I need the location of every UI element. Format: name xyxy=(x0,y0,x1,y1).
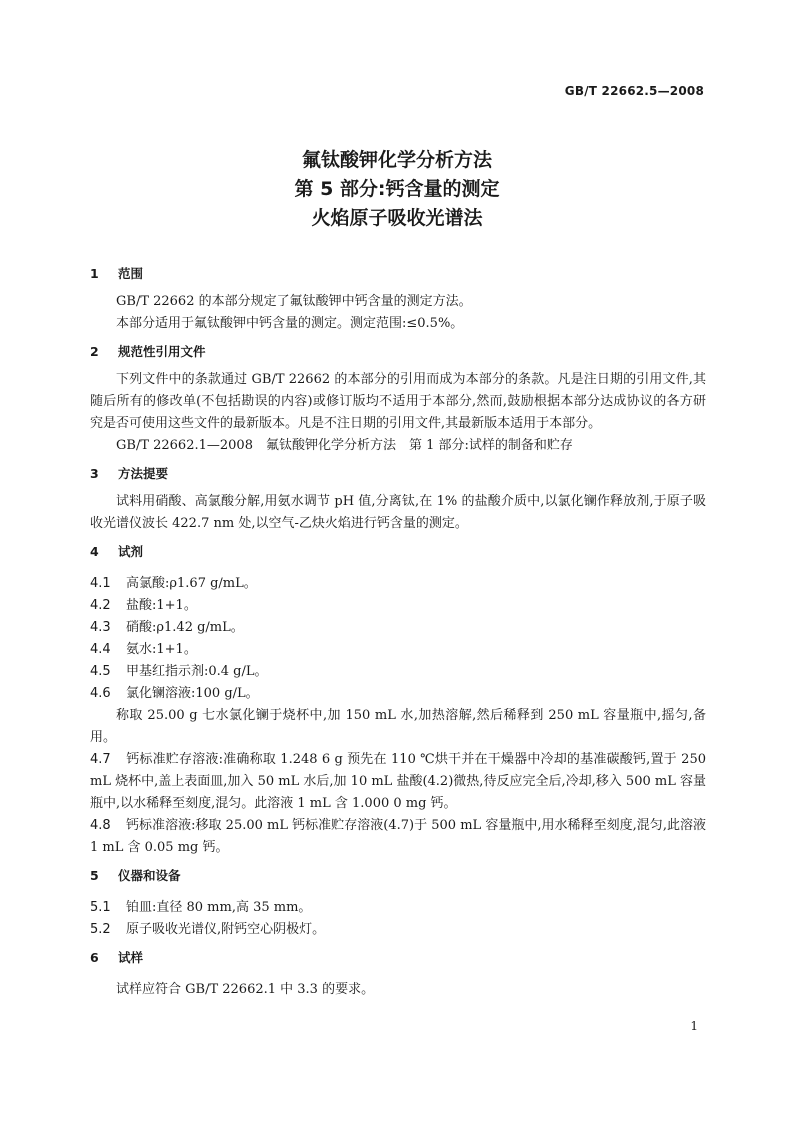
item-text: 甲基红指示剂:0.4 g/L。 xyxy=(126,664,268,679)
item-text: 氨水:1+1。 xyxy=(126,642,197,657)
paragraph: 试样应符合 GB/T 22662.1 中 3.3 的要求。 xyxy=(116,982,375,997)
item-number: 5.1 xyxy=(90,900,111,915)
list-item xyxy=(90,639,706,661)
list-item xyxy=(90,749,706,815)
item-text: 高氯酸:ρ1.67 g/mL。 xyxy=(126,576,257,591)
list-item xyxy=(90,897,706,919)
item-number: 5.2 xyxy=(90,922,111,937)
section-number: 4 xyxy=(90,544,99,559)
paragraph: 本部分适用于氟钛酸钾中钙含量的测定。测定范围:≤0.5%。 xyxy=(116,316,464,331)
section-title: 试剂 xyxy=(118,544,144,559)
item-number: 4.8 xyxy=(90,818,111,833)
item-number: 4.7 xyxy=(90,752,111,767)
document-body xyxy=(90,263,706,1001)
section-heading-sample xyxy=(90,947,706,969)
list-item xyxy=(90,617,706,639)
item-text: 钙标准溶液:移取 25.00 mL 钙标准贮存溶液(4.7)于 500 mL 容量瓶中,用水稀释至刻度,混匀,此溶液 1 mL 含 0.05 mg 钙。 xyxy=(90,818,706,855)
item-text: 氯化镧溶液:100 g/L。 xyxy=(126,686,259,701)
section-title: 范围 xyxy=(118,266,144,281)
item-number: 4.2 xyxy=(90,598,111,613)
item-text: 盐酸:1+1。 xyxy=(126,598,197,613)
document-title xyxy=(0,146,794,233)
section-title: 仪器和设备 xyxy=(118,868,181,883)
item-number: 4.5 xyxy=(90,664,111,679)
page-number: 1 xyxy=(690,1019,698,1033)
paragraph: 称取 25.00 g 七水氯化镧于烧杯中,加 150 mL 水,加热溶解,然后稀释到 250 mL 容量瓶中,摇匀,备用。 xyxy=(90,708,706,745)
paragraph: 试料用硝酸、高氯酸分解,用氨水调节 pH 值,分离钛,在 1% 的盐酸介质中,以氯化镧作释放剂,于原子吸收光谱仪波长 422.7 nm 处,以空气-乙炔火焰进行钙含量的测定。 xyxy=(90,494,706,531)
paragraph: 下列文件中的条款通过 GB/T 22662 的本部分的引用而成为本部分的条款。凡是注日期的引用文件,其随后所有的修改单(不包括勘误的内容)或修订版均不适用于本部分,然而,鼓励根据本部分达成协议的各方研究是否可使用这些文件的最新版本。凡是不注日期的引用文件,其最新版本适用于本部分。 xyxy=(90,372,706,431)
section-heading-method-principle xyxy=(90,463,706,485)
section-heading-normative-references xyxy=(90,341,706,363)
item-number: 4.1 xyxy=(90,576,111,591)
item-text: 铂皿:直径 80 mm,高 35 mm。 xyxy=(126,900,312,915)
list-item xyxy=(90,919,706,941)
item-text: 原子吸收光谱仪,附钙空心阴极灯。 xyxy=(126,922,326,937)
list-item xyxy=(90,595,706,617)
list-item xyxy=(90,661,706,683)
item-number: 4.4 xyxy=(90,642,111,657)
item-text: 钙标准贮存溶液:准确称取 1.248 6 g 预先在 110 ℃烘干并在干燥器中冷却的基准碳酸钙,置于 250 mL 烧杯中,盖上表面皿,加入 50 mL 水后,加 10 mL 盐酸(4.2)微热,待反应完全后,冷却,移入 500 mL 容量瓶中,以水稀释至刻度,混匀。此溶液 1 mL 含 1.000 0 mg 钙。 xyxy=(90,752,706,811)
section-number: 6 xyxy=(90,950,99,965)
section-number: 3 xyxy=(90,466,99,481)
section-number: 5 xyxy=(90,868,99,883)
title-line-2: 第 5 部分:钙含量的测定 xyxy=(294,178,500,200)
section-number: 2 xyxy=(90,344,99,359)
list-item xyxy=(90,815,706,859)
paragraph: GB/T 22662 的本部分规定了氟钛酸钾中钙含量的测定方法。 xyxy=(116,294,472,309)
paragraph: GB/T 22662.1—2008 氟钛酸钾化学分析方法 第 1 部分:试样的制备和贮存 xyxy=(116,438,573,453)
section-number: 1 xyxy=(90,266,99,281)
section-heading-apparatus xyxy=(90,865,706,887)
section-title: 试样 xyxy=(118,950,144,965)
section-title: 方法提要 xyxy=(118,466,169,481)
standard-code: GB/T 22662.5—2008 xyxy=(564,84,704,98)
item-text: 硝酸:ρ1.42 g/mL。 xyxy=(126,620,244,635)
title-line-3: 火焰原子吸收光谱法 xyxy=(311,207,483,229)
section-heading-scope xyxy=(90,263,706,285)
section-heading-reagents xyxy=(90,541,706,563)
list-item xyxy=(90,573,706,595)
section-title: 规范性引用文件 xyxy=(118,344,206,359)
item-number: 4.3 xyxy=(90,620,111,635)
item-number: 4.6 xyxy=(90,686,111,701)
list-item xyxy=(90,683,706,705)
title-line-1: 氟钛酸钾化学分析方法 xyxy=(301,149,492,171)
